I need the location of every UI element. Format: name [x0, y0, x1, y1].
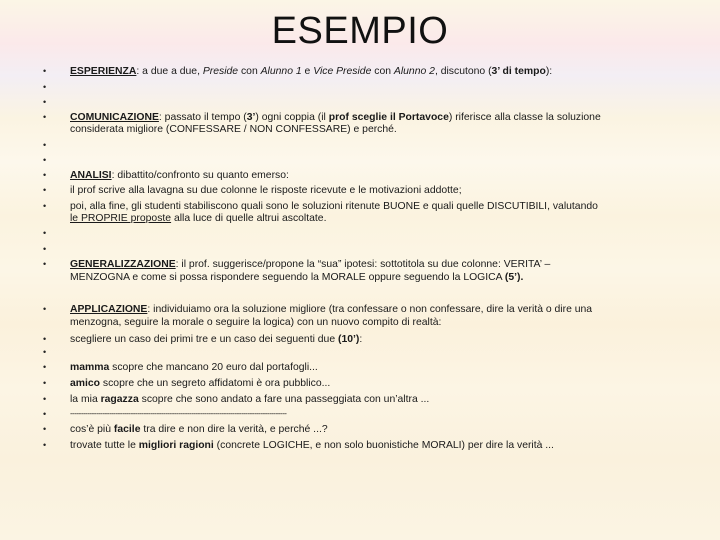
text: : a due a due, — [136, 66, 203, 77]
bullet: • — [43, 347, 47, 357]
comunicazione-line-2: considerata migliore (CONFESSARE / NON CONFESSARE) e perché. — [70, 124, 397, 135]
case-amico — [70, 378, 330, 389]
text: (5’). — [504, 272, 524, 283]
text: tra dire e non dire la verità, e perché ...? — [140, 424, 328, 435]
text: trovate tutte le — [70, 440, 139, 451]
bullet: • — [43, 170, 47, 180]
bullet: • — [43, 97, 47, 107]
text: e — [301, 66, 314, 77]
text: MENZOGNA e come si possa rispondere seguendo la MORALE oppure seguendo la LOGICA — [70, 272, 505, 283]
generalizzazione-line-2 — [70, 272, 523, 283]
text: : il prof. suggerisce/propone la “sua” ipotesi: sottotitola su due colonne: VERITA’ – — [175, 259, 551, 270]
analisi-line-2: il prof scrive alla lavagna su due colonne le risposte ricevute e le motivazioni addotte; — [70, 185, 462, 196]
text: Preside — [202, 66, 239, 77]
text: , discutono ( — [434, 66, 492, 77]
generalizzazione-label: GENERALIZZAZIONE — [70, 259, 176, 270]
text: Alunno 2 — [393, 66, 435, 77]
bullet: • — [43, 66, 47, 76]
text: ragazza — [100, 394, 139, 405]
text: : dibattito/confronto su quanto emerso: — [111, 170, 289, 181]
bullet: • — [43, 394, 47, 404]
bullet: • — [43, 82, 47, 92]
case-ragazza — [70, 394, 429, 405]
text: ) riferisce alla classe la soluzione — [448, 112, 601, 123]
text: : individuiamo ora la soluzione migliore (tra confessare o non confessare, dire la verità o dire una — [147, 304, 593, 315]
analisi-label: ANALISI — [70, 170, 112, 181]
applicazione-line-3 — [70, 334, 362, 345]
bullet: • — [43, 362, 47, 372]
text: scopre che mancano 20 euro dal portafogli... — [109, 362, 318, 373]
applicazione-line-2: menzogna, seguire la morale o seguire la logica) con un nuovo compito di realtà: — [70, 317, 442, 328]
bullet: • — [43, 409, 47, 419]
bullet: • — [43, 424, 47, 434]
text: con — [371, 66, 394, 77]
text: amico — [70, 378, 101, 389]
analisi-line — [70, 170, 289, 181]
bullet: • — [43, 244, 47, 254]
slide-title: ESEMPIO — [271, 10, 449, 52]
text: : — [359, 334, 363, 345]
question-trovate — [70, 440, 554, 451]
bullet: • — [43, 259, 47, 269]
bullet: • — [43, 228, 47, 238]
bullet: • — [43, 155, 47, 165]
text: Vice Preside — [313, 66, 372, 77]
applicazione-label: APPLICAZIONE — [70, 304, 148, 315]
text: la mia — [70, 394, 101, 405]
esperienza-label: ESPERIENZA — [70, 66, 137, 77]
case-mamma — [70, 362, 318, 373]
text: facile — [113, 424, 141, 435]
esperienza-line — [70, 66, 552, 77]
text: mamma — [70, 362, 110, 373]
text: cos’è più — [70, 424, 114, 435]
bullet: • — [43, 201, 47, 211]
bullet: • — [43, 440, 47, 450]
text: alla luce di quelle altrui ascoltate. — [171, 213, 327, 224]
text: : passato il tempo ( — [158, 112, 247, 123]
text: (10’) — [338, 334, 360, 345]
text: 3’ di tempo — [491, 66, 546, 77]
comunicazione-label: COMUNICAZIONE — [70, 112, 159, 123]
applicazione-line — [70, 304, 592, 315]
text: 3’ — [246, 112, 256, 123]
bullet: • — [43, 112, 47, 122]
text: le PROPRIE proposte — [70, 213, 172, 224]
text: scegliere un caso dei primi tre e un caso dei seguenti due — [70, 334, 339, 345]
question-facile — [70, 424, 328, 435]
bullet: • — [43, 378, 47, 388]
text: scopre che un segreto affidatomi è ora pubblico... — [100, 378, 331, 389]
bullet: • — [43, 185, 47, 195]
text: prof sceglie il Portavoce — [328, 112, 449, 123]
generalizzazione-line — [70, 259, 550, 270]
separator-line: ---------------------------------------------------------------------------------------------------- — [70, 409, 287, 418]
text: ): — [545, 66, 553, 77]
text: Alunno 1 — [260, 66, 302, 77]
text: migliori ragioni — [138, 440, 214, 451]
comunicazione-line — [70, 112, 601, 123]
bullet: • — [43, 334, 47, 344]
text: scopre che sono andato a fare una passeggiata con un’altra ... — [138, 394, 430, 405]
bullet: • — [43, 140, 47, 150]
bullet: • — [43, 304, 47, 314]
text: con — [238, 66, 261, 77]
text: ) ogni coppia (il — [255, 112, 329, 123]
analisi-line-3: poi, alla fine, gli studenti stabiliscono quali sono le soluzioni ritenute BUONE e quali quelle DISCUTIBILI, valutando — [70, 201, 598, 212]
analisi-line-4 — [70, 213, 326, 224]
text: (concrete LOGICHE, e non solo buonistiche MORALI) per dire la verità ... — [213, 440, 554, 451]
